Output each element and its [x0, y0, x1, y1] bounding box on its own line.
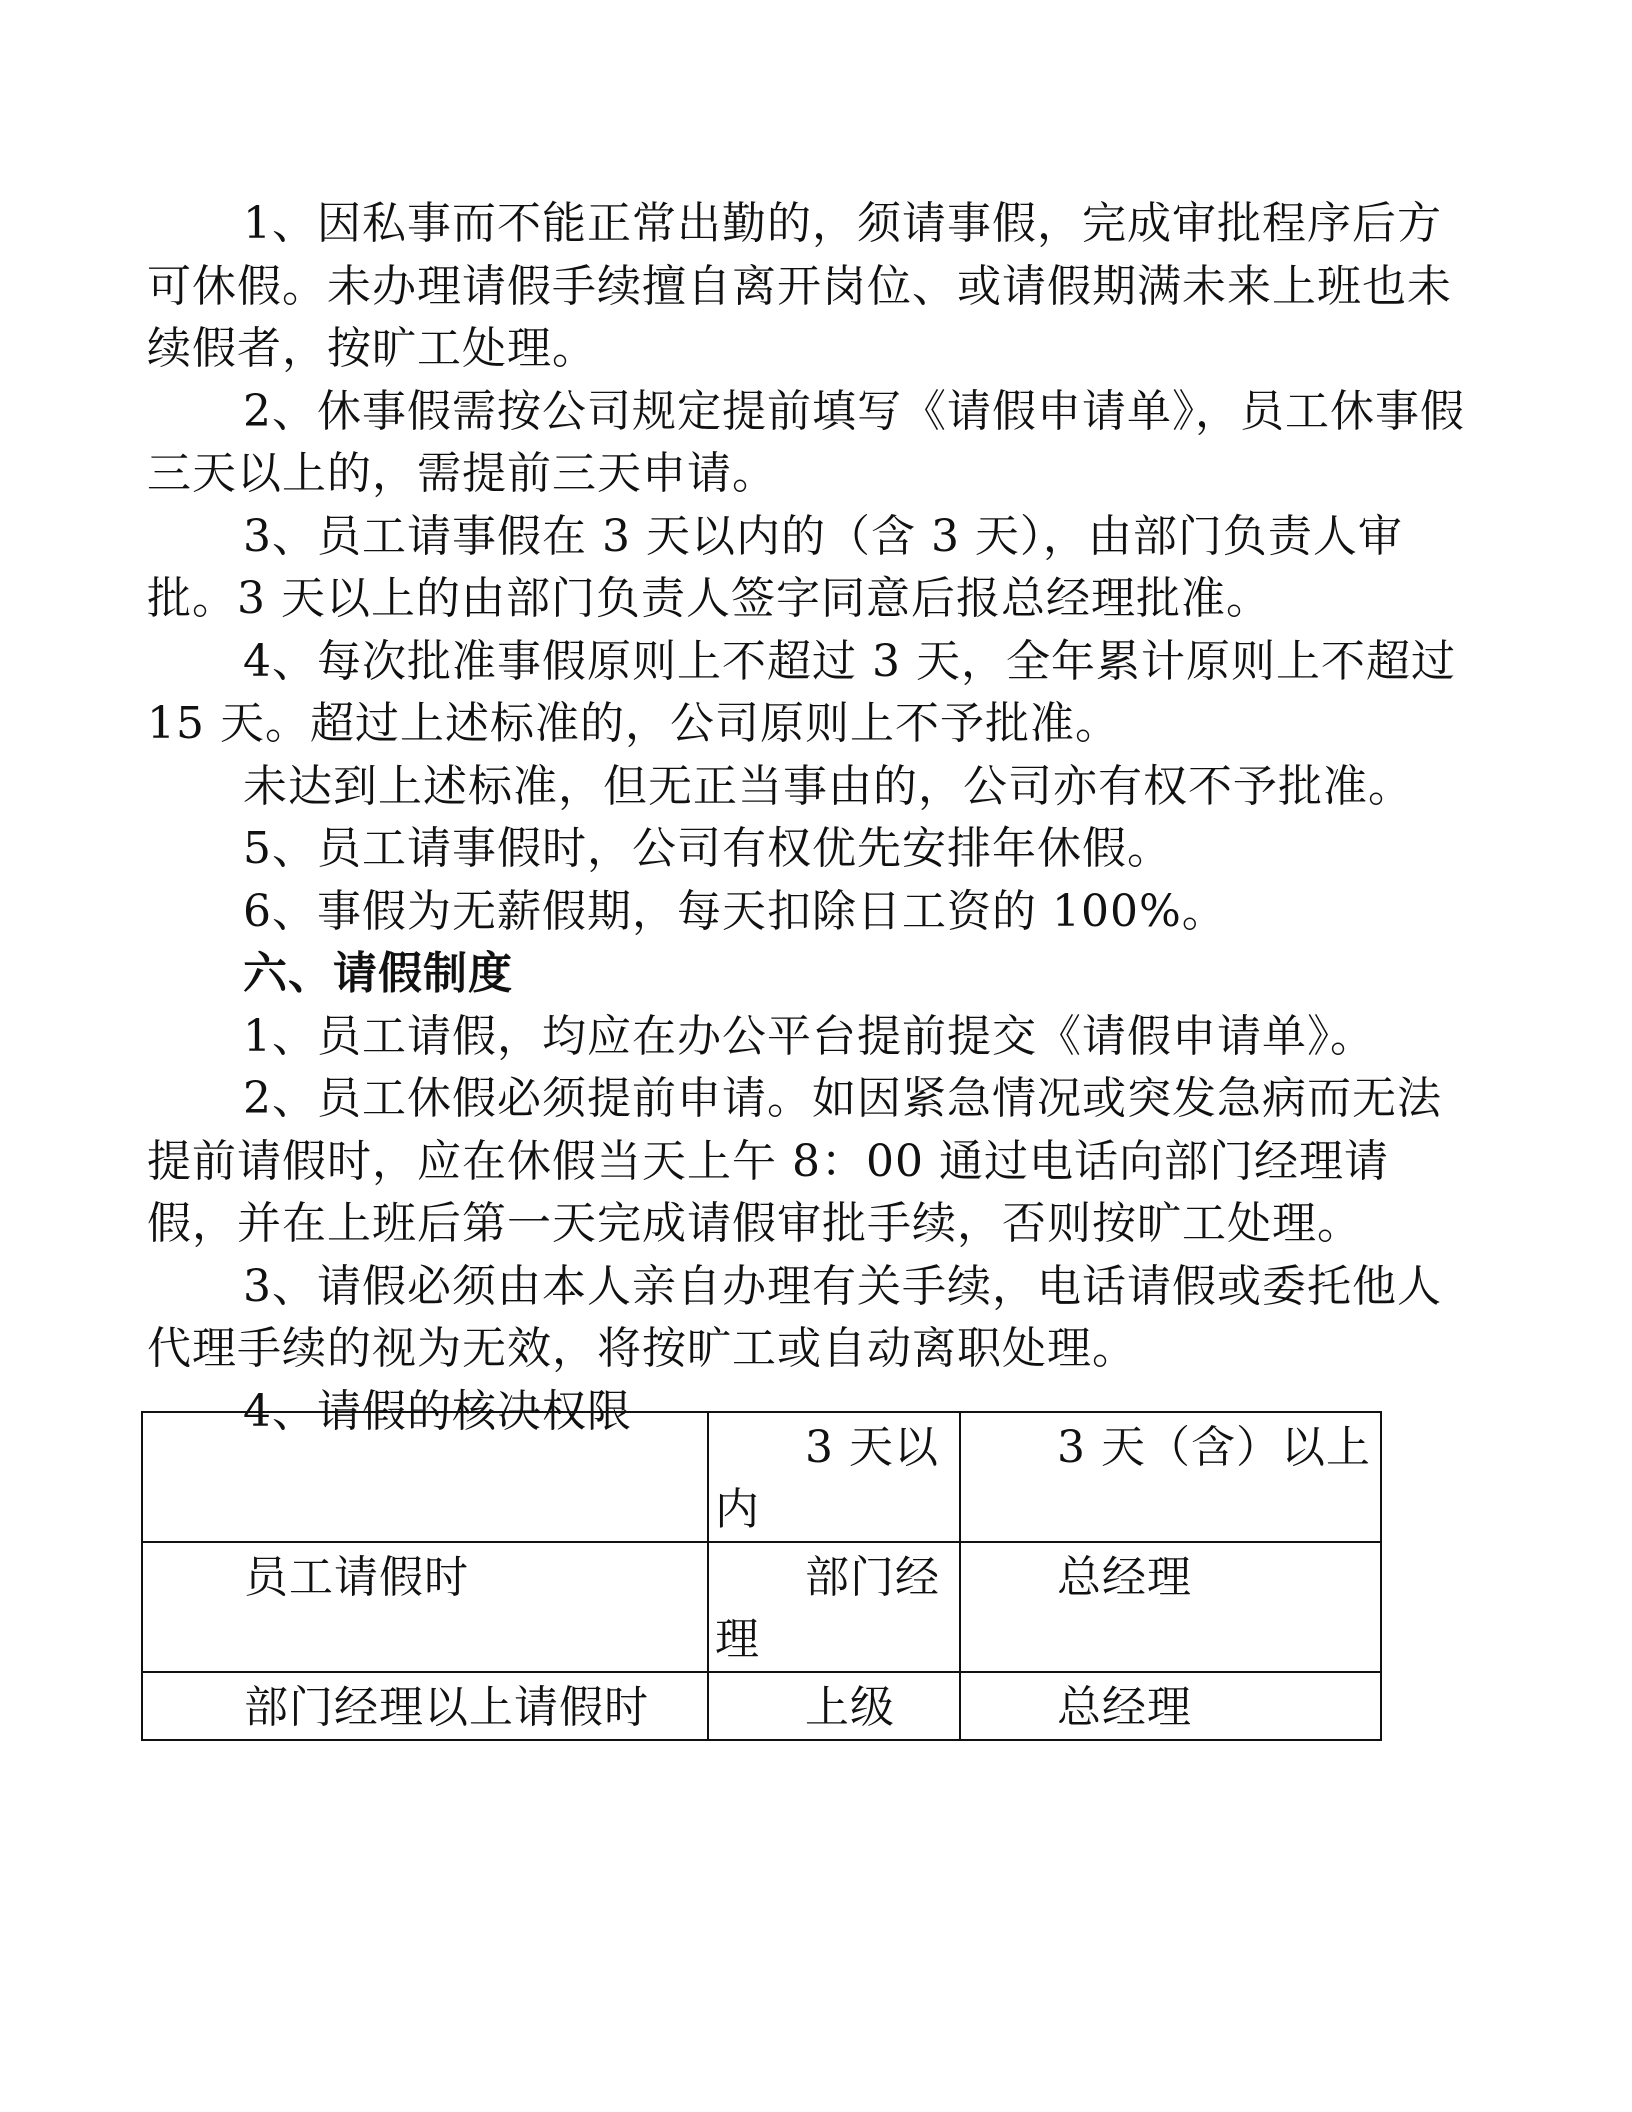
section-paragraph-2: 2、员工休假必须提前申请。如因紧急情况或突发急病而无法提前请假时，应在休假当天上午 8：00 通过电话向部门经理请假，并在上班后第一天完成请假审批手续，否则按旷工处理。	[147, 1073, 1442, 1249]
section-heading: 六、请假制度	[243, 948, 513, 999]
table-row	[142, 1672, 1381, 1740]
paragraph-1: 1、因私事而不能正常出勤的，须请事假，完成审批程序后方可休假。未办理请假手续擅自离开岗位、或请假期满未来上班也未续假者，按旷工处理。	[147, 198, 1452, 374]
document-body	[147, 193, 1477, 1443]
table-cell: 总经理	[960, 1672, 1381, 1740]
table-cell: 部门经理以上请假时	[142, 1672, 708, 1740]
table-header-cell: 3 天以内	[708, 1412, 960, 1542]
paragraph-5: 未达到上述标准，但无正当事由的，公司亦有权不予批准。	[243, 760, 1413, 812]
paragraph-2: 2、休事假需按公司规定提前填写《请假申请单》，员工休事假三天以上的，需提前三天申请。	[147, 385, 1465, 499]
section-paragraph-1: 1、员工请假，均应在办公平台提前提交《请假申请单》。	[243, 1010, 1375, 1062]
paragraph-4: 4、每次批准事假原则上不超过 3 天，全年累计原则上不超过 15 天。超过上述标准的，公司原则上不予批准。	[147, 635, 1456, 749]
table-header-cell	[142, 1412, 708, 1542]
section-paragraph-3: 3、请假必须由本人亲自办理有关手续，电话请假或委托他人代理手续的视为无效，将按旷工或自动离职处理。	[147, 1260, 1442, 1374]
paragraph-7: 6、事假为无薪假期，每天扣除日工资的 100%。	[243, 885, 1227, 937]
approval-authority-table	[141, 1411, 1382, 1741]
table-header-row	[142, 1412, 1381, 1542]
paragraph-6: 5、员工请事假时，公司有权优先安排年休假。	[243, 823, 1172, 874]
table-header-cell: 3 天（含）以上	[960, 1412, 1381, 1542]
paragraph-3: 3、员工请事假在 3 天以内的（含 3 天），由部门负责人审批。3 天以上的由部门负责人签字同意后报总经理批准。	[147, 510, 1403, 624]
table-cell: 员工请假时	[142, 1542, 708, 1672]
table-cell: 总经理	[960, 1542, 1381, 1672]
table-cell: 上级	[708, 1672, 960, 1740]
table-cell: 部门经理	[708, 1542, 960, 1672]
section-paragraph-4: 4、请假的核决权限	[243, 1385, 632, 1437]
table-row	[142, 1542, 1381, 1672]
